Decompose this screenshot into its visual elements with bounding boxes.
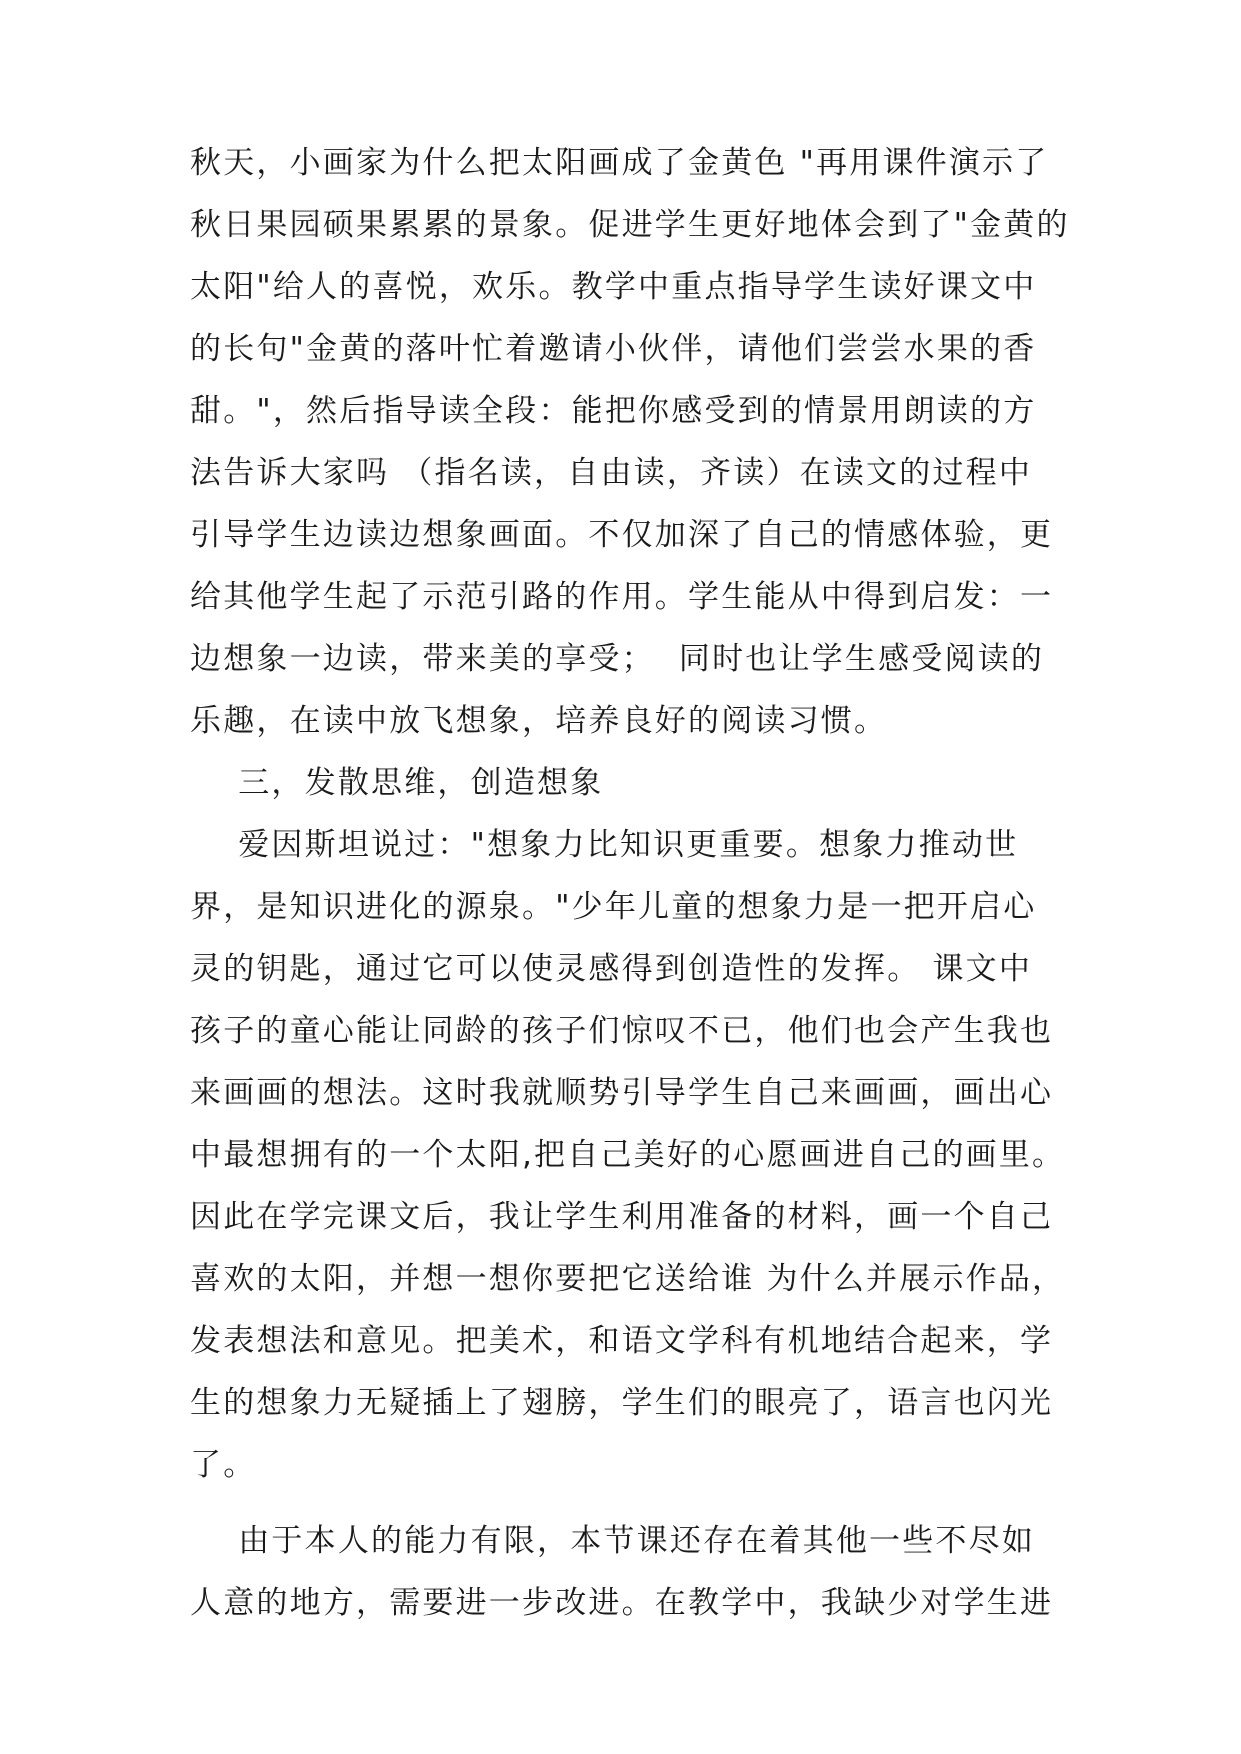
text-line: 引导学生边读边想象画面。不仅加深了自己的情感体验，更 bbox=[190, 517, 1054, 553]
text-line: 边想象一边读，带来美的享受； 同时也让学生感受阅读的 bbox=[190, 641, 1045, 677]
text-line: 秋日果园硕果累累的景象。促进学生更好地体会到了"金黄的 bbox=[190, 207, 1070, 243]
text-line: 的长句"金黄的落叶忙着邀请小伙伴，请他们尝尝水果的香 bbox=[190, 331, 1037, 367]
text-line: 给其他学生起了示范引路的作用。学生能从中得到启发：一 bbox=[190, 579, 1054, 615]
text-line: 太阳"给人的喜悦，欢乐。教学中重点指导学生读好课文中 bbox=[190, 269, 1037, 305]
body-text bbox=[190, 132, 1070, 1634]
text-line: 灵的钥匙，通过它可以使灵感得到创造性的发挥。 课文中 bbox=[190, 951, 1033, 987]
text-line: 界，是知识进化的源泉。"少年儿童的想象力是一把开启心 bbox=[190, 889, 1037, 925]
text-line: 孩子的童心能让同龄的孩子们惊叹不已，他们也会产生我也 bbox=[190, 1013, 1054, 1049]
text-line: 喜欢的太阳，并想一想你要把它送给谁 为什么并展示作品， bbox=[190, 1261, 1066, 1297]
text-line: 人意的地方，需要进一步改进。在教学中，我缺少对学生进 bbox=[190, 1585, 1054, 1621]
text-line: 生的想象力无疑插上了翅膀，学生们的眼亮了，语言也闪光 bbox=[190, 1385, 1054, 1421]
text-line: 秋天，小画家为什么把太阳画成了金黄色 "再用课件演示了 bbox=[190, 145, 1049, 181]
text-line: 中最想拥有的一个太阳,把自己美好的心愿画进自己的画里。 bbox=[190, 1137, 1066, 1173]
text-line: 因此在学完课文后，我让学生利用准备的材料，画一个自己 bbox=[190, 1199, 1054, 1235]
paragraph-gap bbox=[190, 1496, 1060, 1510]
text-line: 爱因斯坦说过："想象力比知识更重要。想象力推动世 bbox=[190, 827, 1019, 863]
text-line: 由于本人的能力有限，本节课还存在着其他一些不尽如 bbox=[190, 1523, 1036, 1559]
text-line: 甜。"，然后指导读全段：能把你感受到的情景用朗读的方 bbox=[190, 393, 1037, 429]
text-line: 法告诉大家吗 （指名读，自由读，齐读）在读文的过程中 bbox=[190, 455, 1033, 491]
text-line: 发表想法和意见。把美术，和语文学科有机地结合起来，学 bbox=[190, 1323, 1054, 1359]
text-line: 了。 bbox=[190, 1447, 257, 1483]
text-line: 乐趣，在读中放飞想象，培养良好的阅读习惯。 bbox=[190, 703, 888, 739]
section-heading: 三，发散思维，创造想象 bbox=[190, 765, 604, 801]
text-line: 来画画的想法。这时我就顺势引导学生自己来画画，画出心 bbox=[190, 1075, 1054, 1111]
